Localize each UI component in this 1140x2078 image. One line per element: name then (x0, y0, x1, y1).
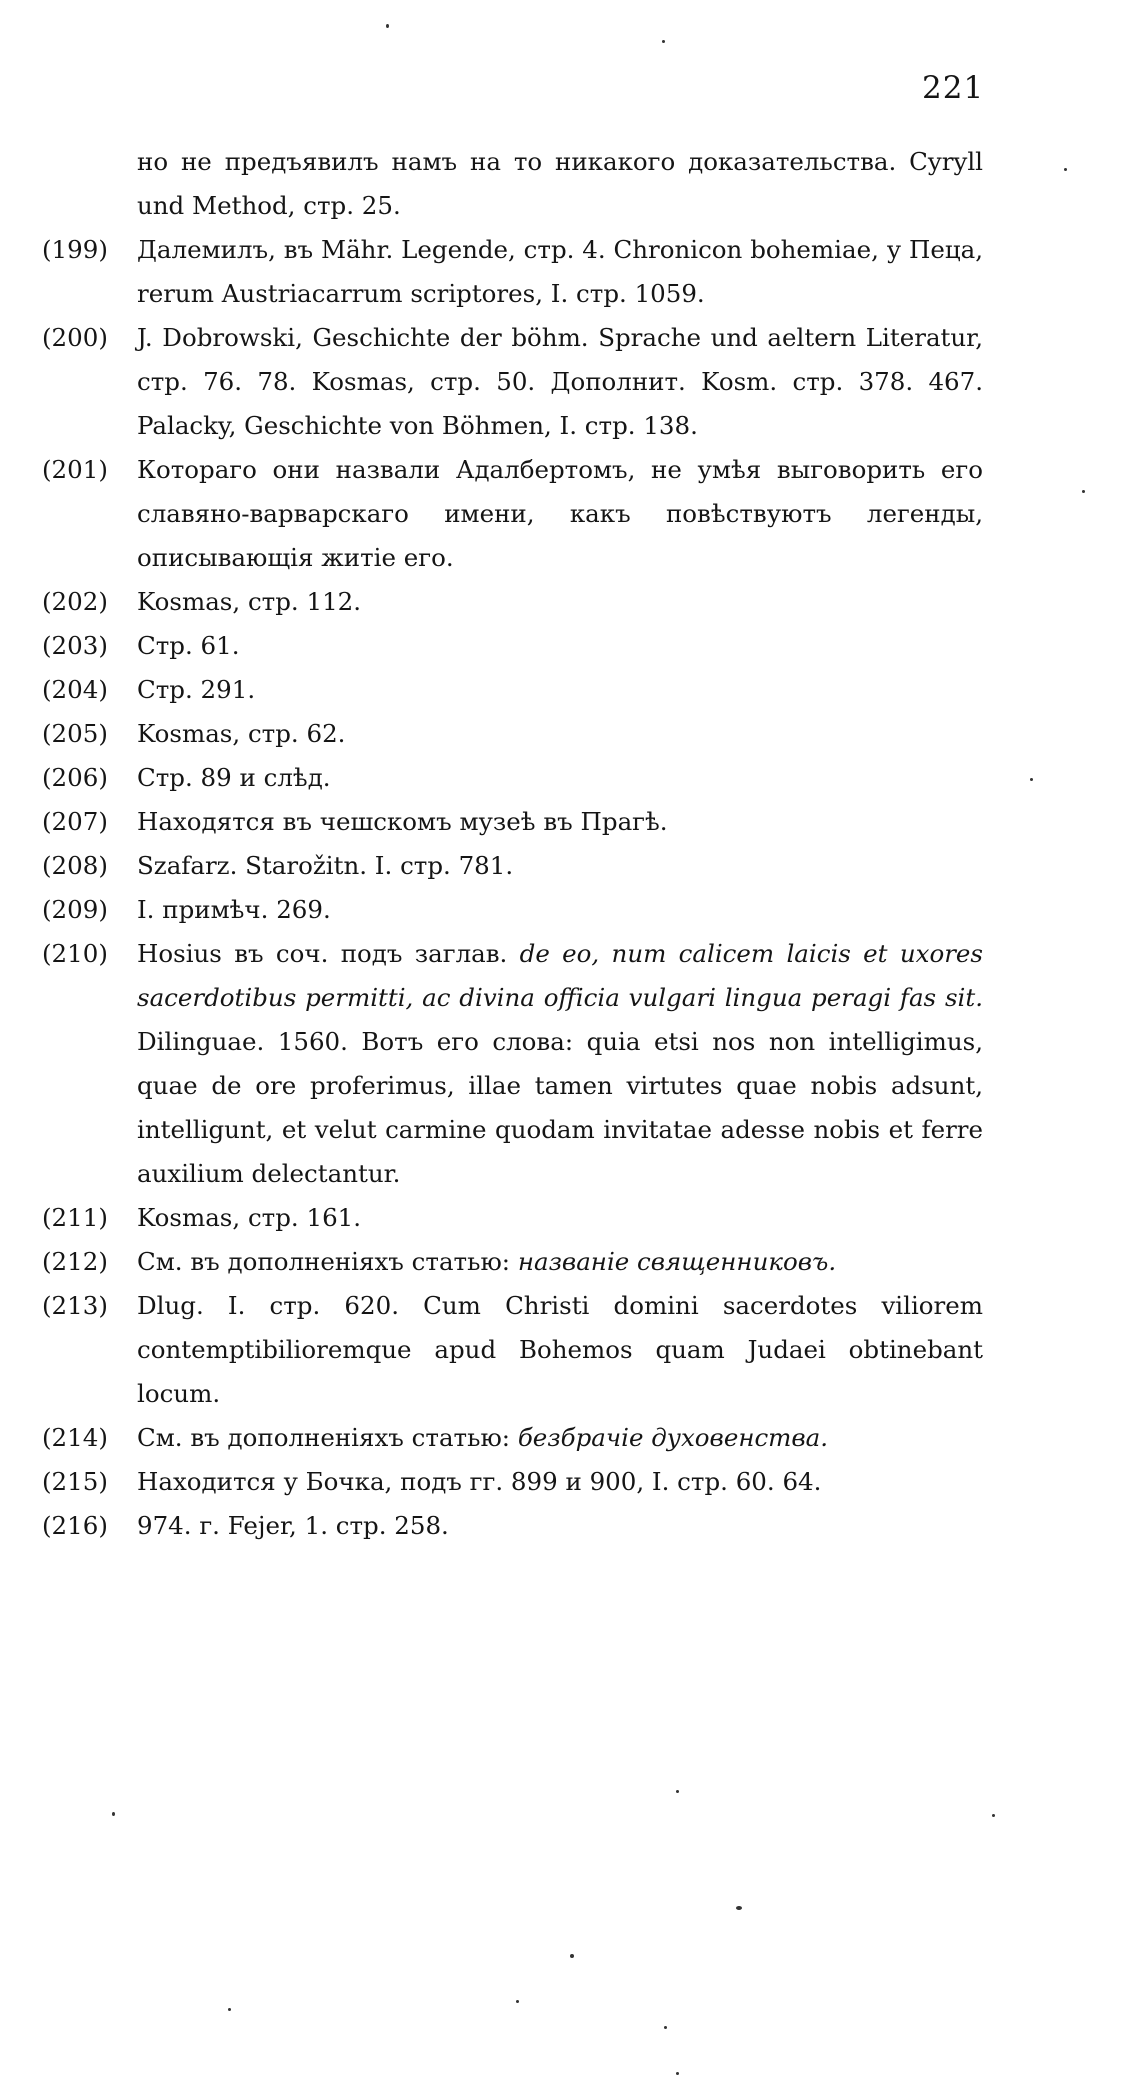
footnote-199 (0, 228, 1140, 316)
footnote-rest: Dilinguae. 1560. Вотъ его слова: quia etsi nos non intelligimus, quae de ore proferimus, illae tamen virtutes quae nobis adsunt, intelligunt, et velut carmine quodam invitatae adesse nobis et ferre auxilium delectantur. (137, 1027, 983, 1188)
scan-speck (228, 2008, 231, 2011)
footnote-italic-title: названіе священниковъ. (517, 1247, 837, 1276)
footnote-213 (0, 1284, 1140, 1416)
footnote-text: J. Dobrowski, Geschichte der böhm. Sprache und aeltern Literatur, стр. 76. 78. Kosmas, стр. 50. Дополнит. Kosm. стр. 378. 467. Palacky, Geschichte von Böhmen, I. стр. 138. (137, 323, 983, 440)
footnote-number: (199) (42, 235, 108, 264)
footnote-203 (0, 624, 1140, 668)
footnote-205 (0, 712, 1140, 756)
footnote-text: I. примѣч. 269. (137, 895, 331, 924)
footnote-208 (0, 844, 1140, 888)
scan-speck (516, 2000, 519, 2003)
footnote-number: (209) (42, 895, 108, 924)
footnote-204 (0, 668, 1140, 712)
footnote-text: Kosmas, стр. 161. (137, 1203, 362, 1232)
footnote-text: Dlug. I. стр. 620. Cum Christi domini sacerdotes viliorem contemptibilioremque apud Bohemos quam Judaei obtinebant locum. (137, 1291, 983, 1408)
footnote-number: (208) (42, 851, 108, 880)
footnote-number: (207) (42, 807, 108, 836)
footnote-number: (201) (42, 455, 108, 484)
scan-speck (570, 1954, 574, 1958)
footnote-italic-title: de eo, num calicem laicis et uxores sacerdotibus permitti, ac divina officia vulgari lingua peragi fas sit. (137, 939, 983, 1012)
footnote-text: Szafarz. Starožitn. I. стр. 781. (137, 851, 514, 880)
footnote-text: Kosmas, стр. 62. (137, 719, 346, 748)
footnote-207 (0, 800, 1140, 844)
footnote-text: Стр. 89 и слѣд. (137, 763, 331, 792)
footnote-number: (214) (42, 1423, 108, 1452)
footnote-number: (202) (42, 587, 108, 616)
footnote-lead: Hosius въ соч. подъ заглав. (137, 939, 520, 968)
scan-speck (662, 40, 665, 43)
footnote-number: (205) (42, 719, 108, 748)
footnote-number: (211) (42, 1203, 108, 1232)
footnote-212 (0, 1240, 1140, 1284)
footnote-text: Котораго они назвали Адалбертомъ, не умѣя выговорить его славяно-варварскаго имени, какъ повѣствуютъ легенды, описывающія житіе его. (137, 455, 983, 572)
footnote-text (137, 1416, 983, 1460)
footnote-continuation: но не предъявилъ намъ на то никакого доказательства. Cyryll und Method, стр. 25. (137, 147, 983, 220)
footnote-number: (200) (42, 323, 108, 352)
footnote-number: (212) (42, 1247, 108, 1276)
footnotes (0, 140, 1140, 1548)
footnote-text: 974. г. Fejer, 1. стр. 258. (137, 1511, 449, 1540)
footnote-number: (215) (42, 1467, 108, 1496)
footnote-201 (0, 448, 1140, 580)
scan-speck (736, 1906, 742, 1910)
footnote-number: (206) (42, 763, 108, 792)
footnote-text: Стр. 291. (137, 675, 256, 704)
footnote-211 (0, 1196, 1140, 1240)
scan-speck (992, 1814, 995, 1817)
scan-speck (1064, 168, 1067, 171)
scan-speck (664, 2026, 667, 2029)
footnote-number: (210) (42, 939, 108, 968)
footnote-209 (0, 888, 1140, 932)
footnote-text: Находятся въ чешскомъ музеѣ въ Прагѣ. (137, 807, 668, 836)
footnote-214 (0, 1416, 1140, 1460)
footnote-200 (0, 316, 1140, 448)
footnote-text (137, 932, 983, 1196)
footnote-210 (0, 932, 1140, 1196)
footnote-text: Далемилъ, въ Mähr. Legende, стр. 4. Chronicon bohemiae, у Пеца, rerum Austriacarrum scriptores, I. стр. 1059. (137, 235, 983, 308)
footnote-206 (0, 756, 1140, 800)
scan-speck (676, 2072, 679, 2075)
footnote-lead: См. въ дополненіяхъ статью: (137, 1423, 518, 1452)
footnote-italic-title: безбрачіе духовенства. (517, 1423, 829, 1452)
footnote-number: (213) (42, 1291, 108, 1320)
footnote-number: (204) (42, 675, 108, 704)
scan-speck (676, 1790, 679, 1793)
footnote-text (137, 1240, 983, 1284)
footnote-text: Стр. 61. (137, 631, 240, 660)
footnote-text: Kosmas, стр. 112. (137, 587, 362, 616)
footnote-lead: См. въ дополненіяхъ статью: (137, 1247, 518, 1276)
scan-speck (386, 24, 389, 28)
scan-speck (1082, 490, 1085, 493)
footnote-number: (216) (42, 1511, 108, 1540)
footnote-215 (0, 1460, 1140, 1504)
scan-speck (1030, 778, 1033, 781)
scan-speck (112, 1812, 115, 1816)
page-number: 221 (922, 70, 985, 106)
footnote-216 (0, 1504, 1140, 1548)
footnote-text: Находится у Бочка, подъ гг. 899 и 900, I. стр. 60. 64. (137, 1467, 822, 1496)
footnote-number: (203) (42, 631, 108, 660)
footnote-202 (0, 580, 1140, 624)
